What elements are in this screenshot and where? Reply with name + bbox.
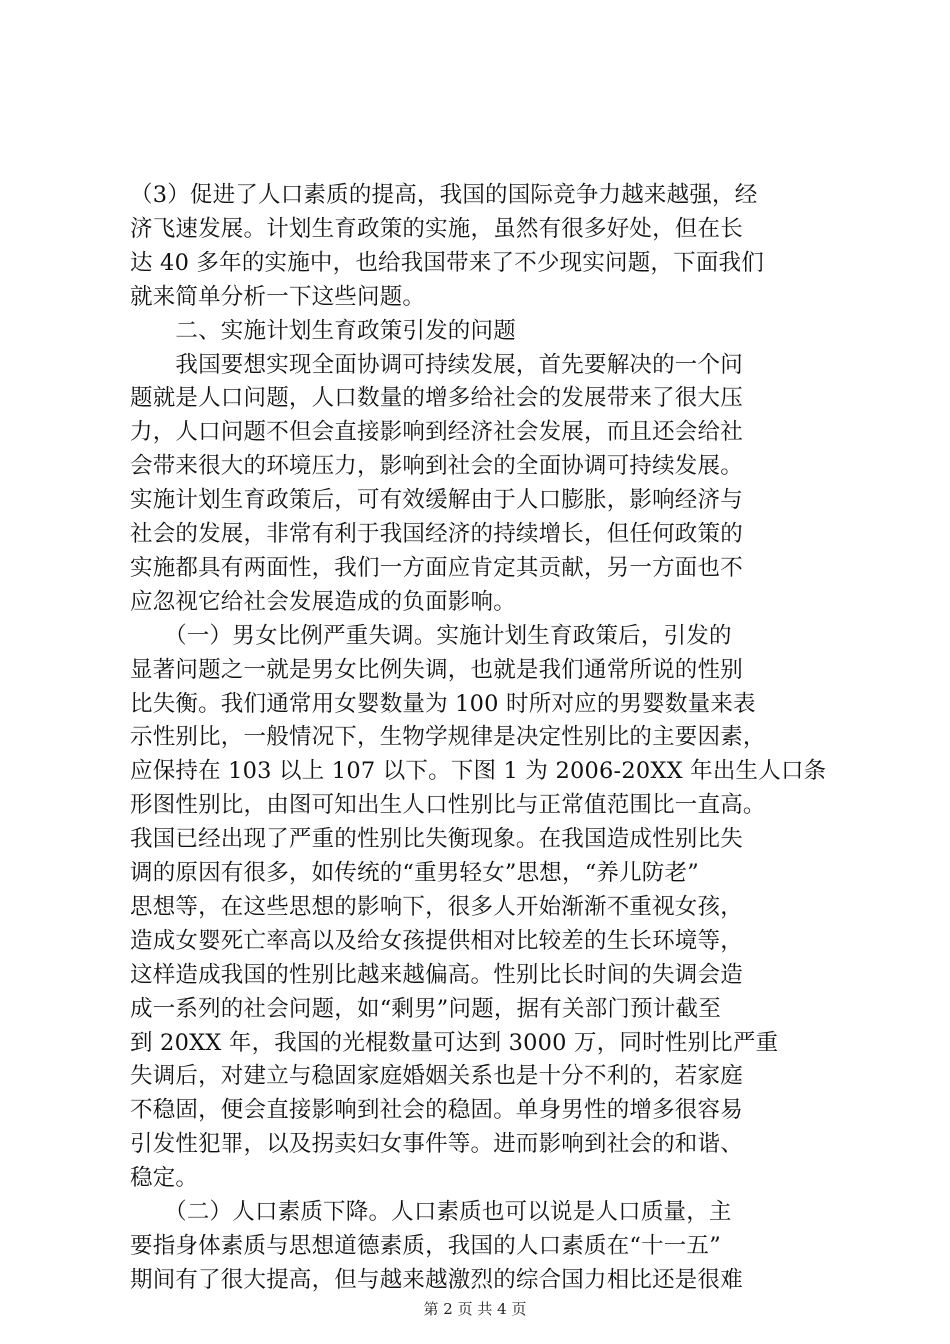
text-line: 引发性犯罪，以及拐卖妇女事件等。进而影响到社会的和谐、 bbox=[130, 1131, 743, 1158]
text-line: （一）男女比例严重失调。实施计划生育政策后，引发的 bbox=[130, 622, 732, 649]
text-line: 就来简单分析一下这些问题。 bbox=[130, 283, 426, 310]
text-line: 要指身体素质与思想道德素质，我国的人口素质在“十一五” bbox=[130, 1232, 721, 1259]
text-line: 调的原因有很多，如传统的“重男轻女”思想，“养儿防老” bbox=[130, 860, 699, 886]
text-line: 社会的发展，非常有利于我国经济的持续增长，但任何政策的 bbox=[130, 521, 743, 547]
text-line: 力，人口问题不但会直接影响到经济社会发展，而且还会给社 bbox=[130, 419, 743, 446]
text-line: 不稳固，便会直接影响到社会的稳固。单身男性的增多很容易 bbox=[130, 1097, 743, 1124]
page-footer: 第 2 页 共 4 页 bbox=[423, 1300, 527, 1318]
text-line: 造成女婴死亡率高以及给女孩提供相对比较差的生长环境等， bbox=[130, 927, 743, 954]
text-line: 会带来很大的环境压力，影响到社会的全面协调可持续发展。 bbox=[130, 453, 743, 480]
text-line: 二、实施计划生育政策引发的问题 bbox=[130, 317, 516, 344]
text-line: 实施计划生育政策后，可有效缓解由于人口膨胀，影响经济与 bbox=[130, 487, 743, 514]
text-line: 比失衡。我们通常用女婴数量为 100 时所对应的男婴数量来表 bbox=[130, 690, 756, 717]
text-line: 我国已经出现了严重的性别比失衡现象。在我国造成性别比失 bbox=[130, 826, 743, 853]
text-line: 思想等，在这些思想的影响下，很多人开始渐渐不重视女孩， bbox=[130, 893, 743, 920]
text-line: 稳定。 bbox=[130, 1165, 199, 1192]
text-line: 这样造成我国的性别比越来越偏高。性别比长时间的失调会造 bbox=[130, 961, 743, 988]
text-line: 期间有了很大提高，但与越来越激烈的综合国力相比还是很难 bbox=[130, 1266, 743, 1293]
text-line: （3）促进了人口素质的提高，我国的国际竞争力越来越强，经 bbox=[130, 182, 758, 208]
text-line: 示性别比，一般情况下，生物学规律是决定性别比的主要因素， bbox=[130, 724, 766, 751]
text-line: 应保持在 103 以上 107 以下。下图 1 为 2006-20XX 年出生人口条 bbox=[130, 758, 827, 785]
text-line: 题就是人口问题，人口数量的增多给社会的发展带来了很大压 bbox=[130, 385, 743, 412]
text-line: 实施都具有两面性，我们一方面应肯定其贡献，另一方面也不 bbox=[130, 554, 743, 581]
text-line: 济飞速发展。计划生育政策的实施，虽然有很多好处，但在长 bbox=[130, 215, 743, 242]
text-line: 到 20XX 年，我国的光棍数量可达到 3000 万，同时性别比严重 bbox=[130, 1029, 779, 1056]
text-line: （二）人口素质下降。人口素质也可以说是人口质量，主 bbox=[130, 1199, 732, 1225]
text-line: 我国要想实现全面协调可持续发展，首先要解决的一个问 bbox=[130, 351, 743, 378]
text-line: 显著问题之一就是男女比例失调，也就是我们通常所说的性别 bbox=[130, 656, 743, 683]
text-line: 达 40 多年的实施中，也给我国带来了不少现实问题，下面我们 bbox=[130, 249, 764, 276]
text-line: 应忽视它给社会发展造成的负面影响。 bbox=[130, 588, 516, 615]
text-line: 成一系列的社会问题，如“剩男”问题，据有关部门预计截至 bbox=[130, 995, 721, 1022]
text-line: 形图性别比，由图可知出生人口性别比与正常值范围比一直高。 bbox=[130, 792, 766, 819]
text-line: 失调后，对建立与稳固家庭婚姻关系也是十分不利的，若家庭 bbox=[130, 1063, 743, 1090]
